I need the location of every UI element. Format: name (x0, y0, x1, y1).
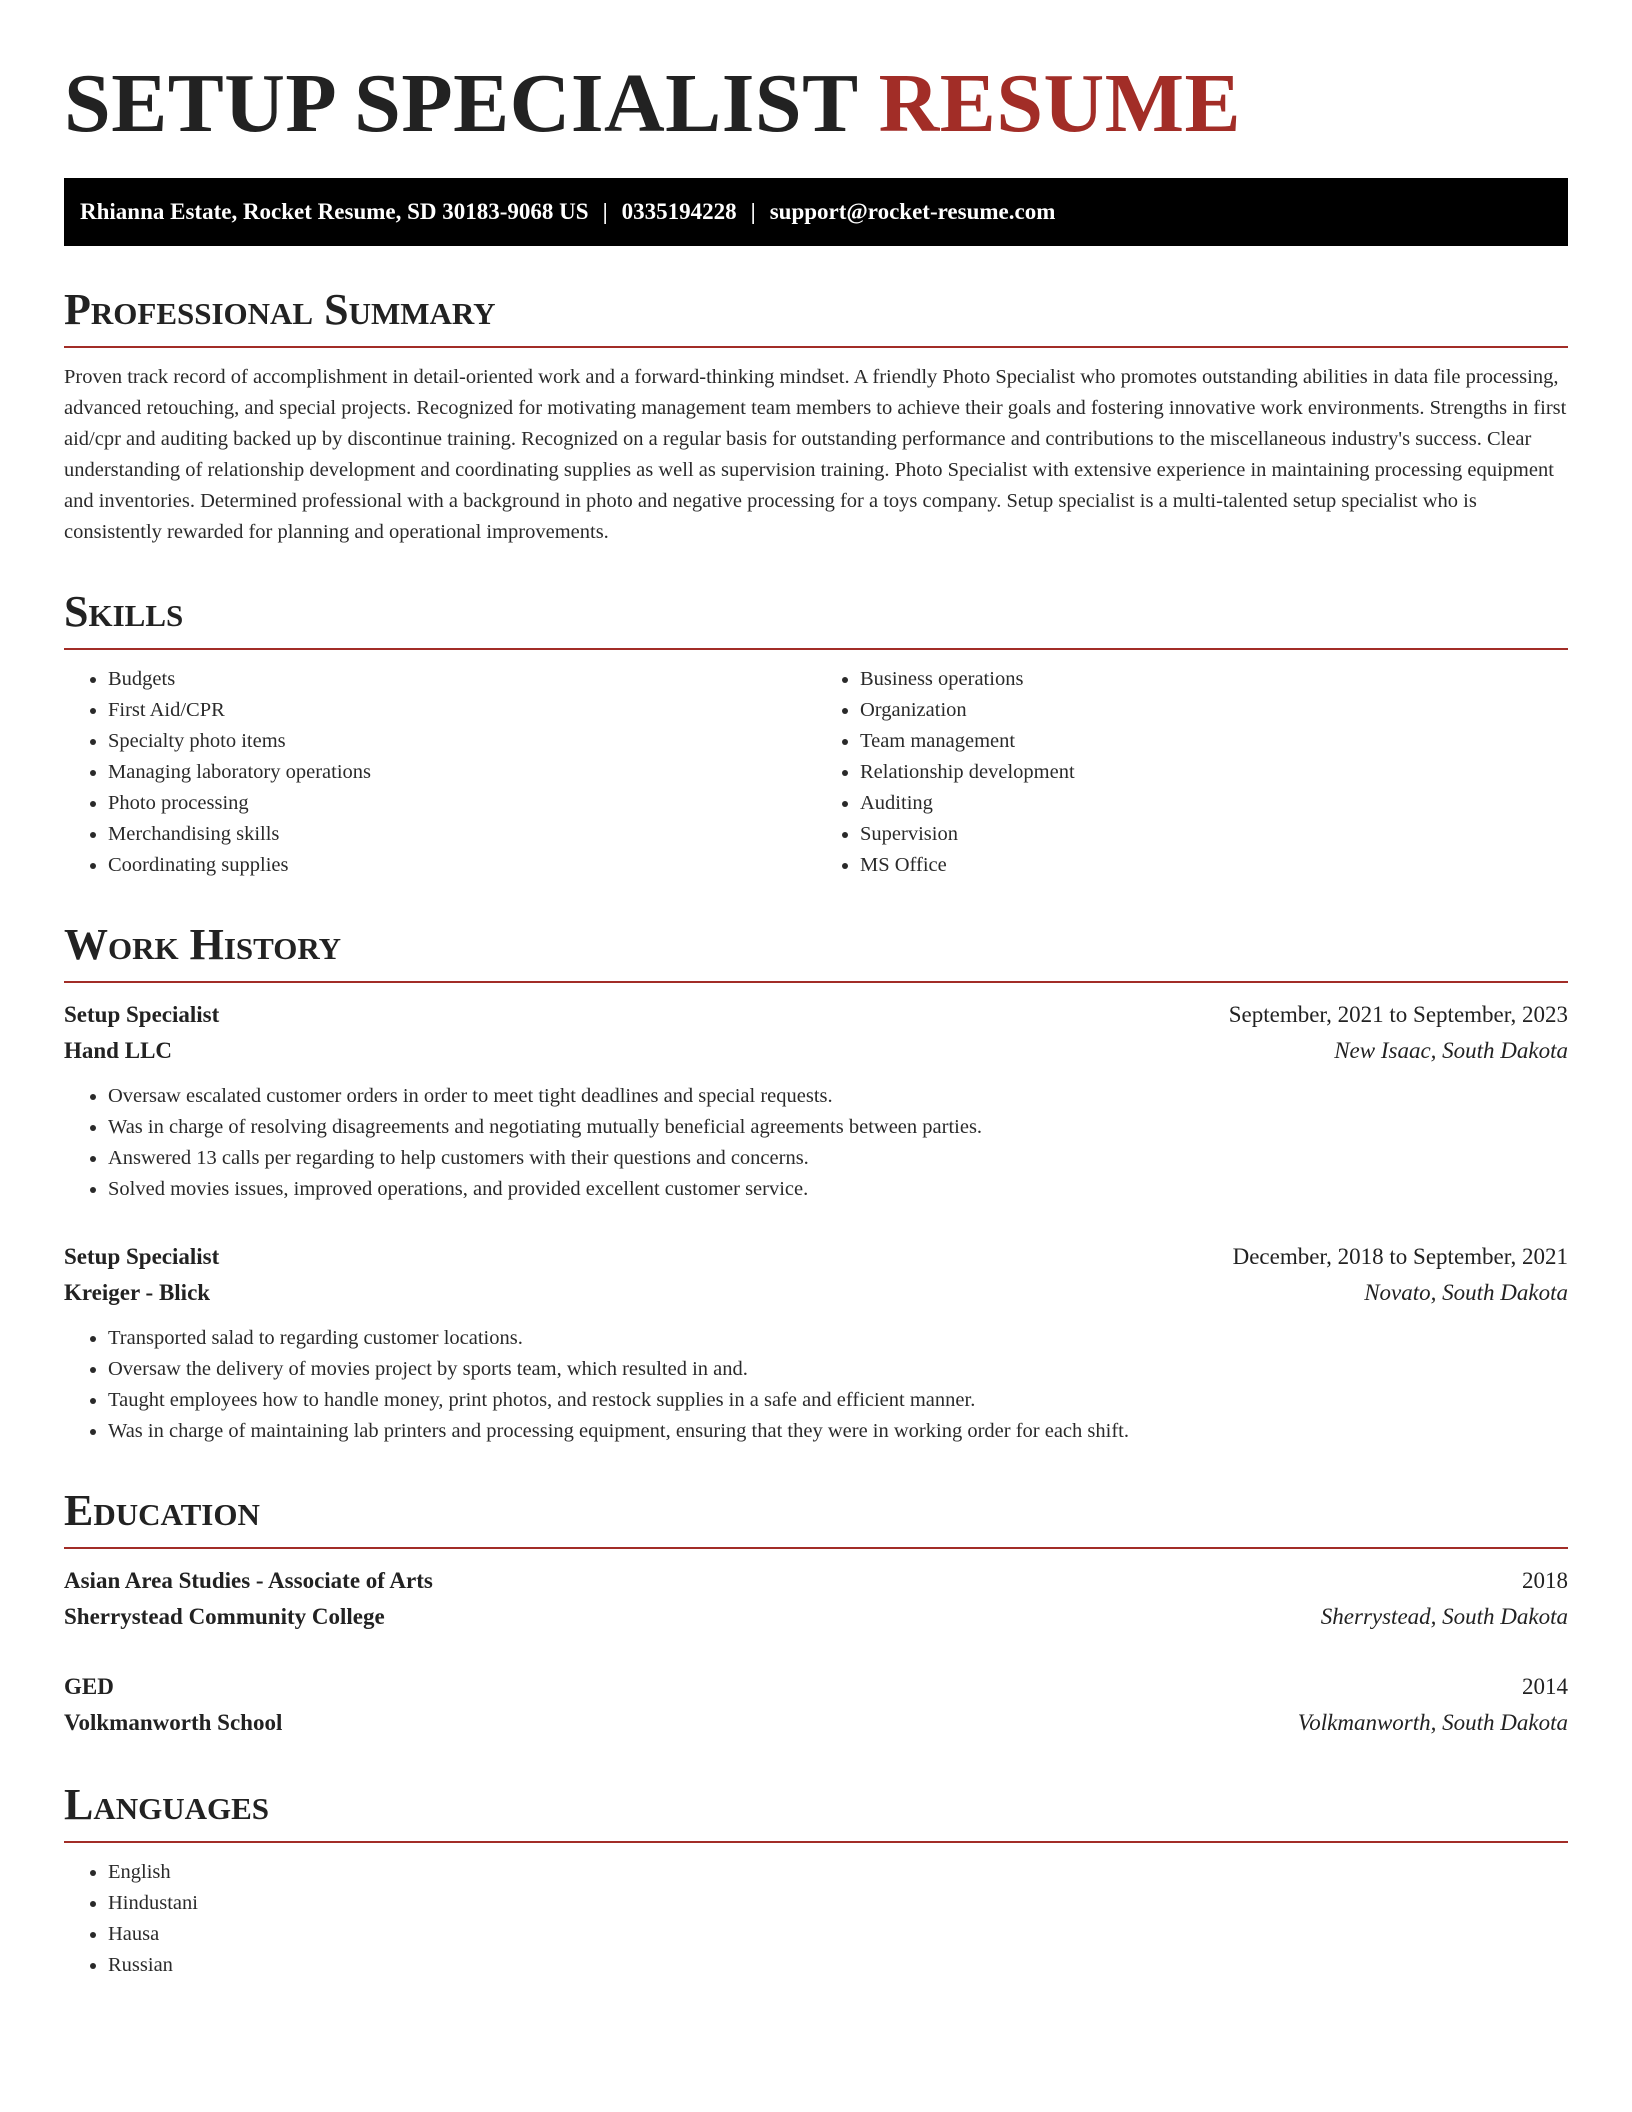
job-location: New Isaac, South Dakota (1334, 1038, 1568, 1063)
education-location: Sherrystead, South Dakota (1320, 1604, 1568, 1629)
skill-item: • Coordinating supplies (108, 850, 816, 881)
skill-item: • First Aid/CPR (108, 695, 816, 726)
contact-separator: | (602, 199, 608, 224)
skills-column-left (64, 664, 816, 881)
skill-item: • MS Office (860, 850, 1568, 881)
skills-list-left (64, 664, 816, 881)
language-item: • Hindustani (108, 1888, 1568, 1919)
job-company: Hand LLC (64, 1038, 173, 1063)
section-heading: Languages (64, 1780, 270, 1829)
education-header-row (64, 1669, 1568, 1705)
job-dates: December, 2018 to September, 2021 (1232, 1244, 1568, 1269)
contact-bar (64, 178, 1568, 246)
job-duty: • Solved movies issues, improved operations, and provided excellent customer service. (108, 1174, 1568, 1205)
language-item: • Russian (108, 1950, 1568, 1981)
skill-item: • Team management (860, 726, 1568, 757)
job-duty: • Oversaw the delivery of movies project by sports team, which resulted in and. (108, 1354, 1568, 1385)
skill-item: • Auditing (860, 788, 1568, 819)
skill-item: • Organization (860, 695, 1568, 726)
job-location: Novato, South Dakota (1364, 1280, 1568, 1305)
education-school: Volkmanworth School (64, 1710, 283, 1735)
job-company-row (64, 1275, 1568, 1311)
skills-grid (64, 664, 1568, 881)
job-header-row (64, 997, 1568, 1033)
skill-item: • Photo processing (108, 788, 816, 819)
job-duties-list (64, 1081, 1568, 1205)
resume-title (64, 56, 1568, 152)
contact-separator: | (750, 199, 756, 224)
skill-item: • Supervision (860, 819, 1568, 850)
title-main: SETUP SPECIALIST (64, 57, 858, 150)
job-company: Kreiger - Blick (64, 1280, 211, 1305)
education-school-row (64, 1705, 1568, 1741)
summary-section (64, 284, 1568, 548)
job-title: Setup Specialist (64, 1002, 220, 1027)
work-history-section (64, 919, 1568, 1447)
education-school-row (64, 1599, 1568, 1635)
section-heading: Professional Summary (64, 285, 496, 334)
section-heading: Skills (64, 587, 184, 636)
job-title: Setup Specialist (64, 1244, 220, 1269)
education-entry (64, 1563, 1568, 1635)
job-duty: • Was in charge of maintaining lab printers and processing equipment, ensuring that they were in working order for each shift. (108, 1416, 1568, 1447)
section-divider (64, 1547, 1568, 1549)
section-divider (64, 648, 1568, 650)
education-year: 2018 (1522, 1568, 1568, 1593)
education-location: Volkmanworth, South Dakota (1297, 1710, 1568, 1735)
education-section (64, 1485, 1568, 1741)
title-accent: RESUME (878, 57, 1242, 150)
contact-email: support@rocket-resume.com (769, 199, 1056, 224)
job-duties-list (64, 1323, 1568, 1447)
skills-section (64, 586, 1568, 881)
section-divider (64, 1841, 1568, 1843)
summary-text: Proven track record of accomplishment in detail-oriented work and a forward-thinking mindset. A friendly Photo Specialist who promotes outstanding abilities in data file processing, advanced retouching, and special projects. Recognized for motivating management team members to achieve their goals and fostering innovative work environments. Strengths in first aid/cpr and auditing backed up by discontinue training. Recognized on a regular basis for outstanding performance and contributions to the miscellaneous industry's success. Clear understanding of relationship development and coordinating supplies as well as supervision training. Photo Specialist with extensive experience in maintaining processing equipment and inventories. Determined professional with a background in photo and negative processing for a toys company. Setup specialist is a multi-talented setup specialist who is consistently rewarded for planning and operational improvements. (64, 366, 1567, 543)
job-entry (64, 1239, 1568, 1447)
language-item: • English (108, 1857, 1568, 1888)
education-degree: GED (64, 1674, 114, 1699)
job-duty: • Was in charge of resolving disagreements and negotiating mutually beneficial agreements between parties. (108, 1112, 1568, 1143)
languages-list (64, 1857, 1568, 1981)
section-divider (64, 346, 1568, 348)
language-item: • Hausa (108, 1919, 1568, 1950)
education-header-row (64, 1563, 1568, 1599)
contact-address: Rhianna Estate, Rocket Resume, SD 30183-9068 US (80, 199, 589, 224)
languages-section (64, 1779, 1568, 1981)
education-entry (64, 1669, 1568, 1741)
job-duty: • Oversaw escalated customer orders in order to meet tight deadlines and special requests. (108, 1081, 1568, 1112)
skill-item: • Relationship development (860, 757, 1568, 788)
education-year: 2014 (1522, 1674, 1568, 1699)
job-entry (64, 997, 1568, 1205)
job-header-row (64, 1239, 1568, 1275)
skill-item: • Business operations (860, 664, 1568, 695)
job-duty: • Answered 13 calls per regarding to help customers with their questions and concerns. (108, 1143, 1568, 1174)
skill-item: • Budgets (108, 664, 816, 695)
section-heading: Education (64, 1486, 260, 1535)
skills-list-right (816, 664, 1568, 881)
skill-item: • Managing laboratory operations (108, 757, 816, 788)
job-company-row (64, 1033, 1568, 1069)
contact-phone: 0335194228 (621, 199, 737, 224)
job-duty: • Transported salad to regarding customer locations. (108, 1323, 1568, 1354)
section-heading: Work History (64, 920, 342, 969)
education-school: Sherrystead Community College (64, 1604, 385, 1629)
education-degree: Asian Area Studies - Associate of Arts (64, 1568, 433, 1593)
job-dates: September, 2021 to September, 2023 (1228, 1002, 1568, 1027)
section-divider (64, 981, 1568, 983)
skills-column-right (816, 664, 1568, 881)
skill-item: • Specialty photo items (108, 726, 816, 757)
skill-item: • Merchandising skills (108, 819, 816, 850)
job-duty: • Taught employees how to handle money, print photos, and restock supplies in a safe and efficient manner. (108, 1385, 1568, 1416)
